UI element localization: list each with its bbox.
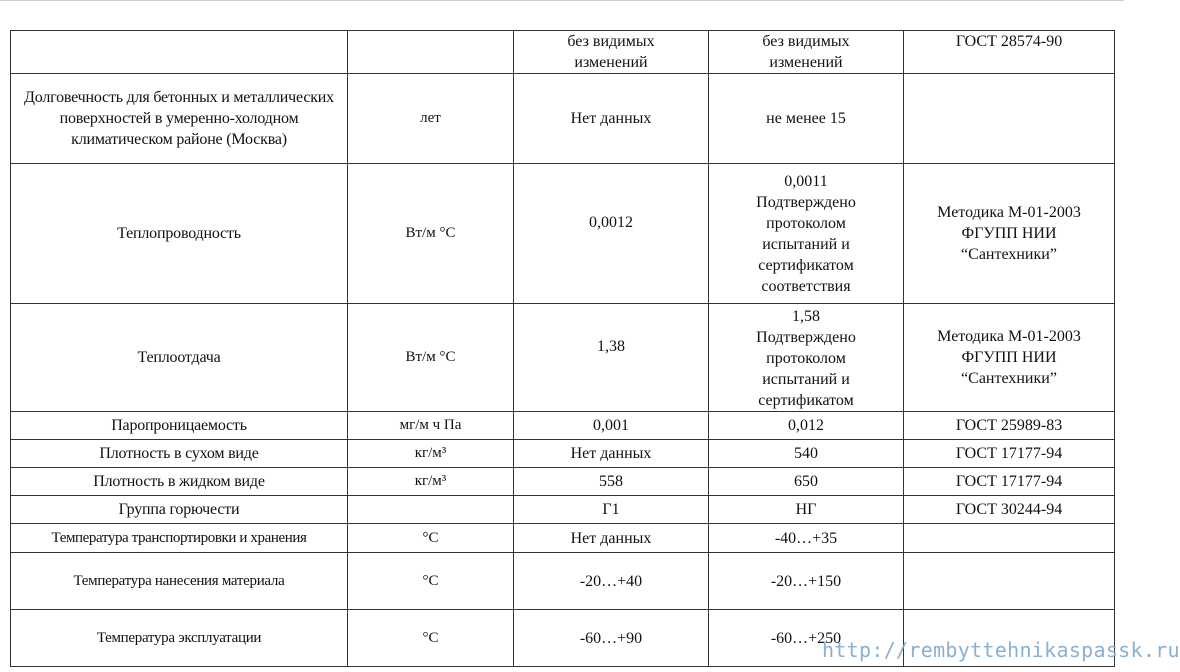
- unit-cell: мг/м ч Па: [348, 412, 514, 440]
- unit-cell: [348, 31, 514, 74]
- table-row: [11, 304, 1115, 412]
- value-cell-1: Г1: [514, 496, 709, 524]
- method-cell: Методика М-01-2003 ФГУПП НИИ “Сантехники”: [904, 164, 1115, 304]
- value-cell-2: 0,012: [709, 412, 904, 440]
- value-cell-2: -20…+150: [709, 553, 904, 610]
- value-cell-2: -40…+35: [709, 524, 904, 553]
- param-cell: Температура нанесения материала: [11, 553, 348, 610]
- method-cell: ГОСТ 30244-94: [904, 496, 1115, 524]
- value-cell-1: 0,001: [514, 412, 709, 440]
- param-cell: Температура транспортировки и хранения: [11, 524, 348, 553]
- value-cell-1: без видимых изменений: [514, 31, 709, 74]
- value-cell-1: 0,0012: [514, 164, 709, 304]
- value-cell-1: -60…+90: [514, 610, 709, 667]
- value-cell-2: НГ: [709, 496, 904, 524]
- value-cell-1: 1,38: [514, 304, 709, 412]
- value-cell-2: 0,0011 Подтверждено протоколом испытаний и сертификатом соответствия: [709, 164, 904, 304]
- param-cell: Плотность в сухом виде: [11, 440, 348, 468]
- table-row: [11, 74, 1115, 164]
- unit-cell: °С: [348, 524, 514, 553]
- table-row: [11, 440, 1115, 468]
- value-cell-2: не менее 15: [709, 74, 904, 164]
- value-cell-1: Нет данных: [514, 440, 709, 468]
- method-cell: ГОСТ 17177-94: [904, 440, 1115, 468]
- method-cell: [904, 553, 1115, 610]
- table-row: [11, 31, 1115, 74]
- value-cell-1: -20…+40: [514, 553, 709, 610]
- value-cell-2: без видимых изменений: [709, 31, 904, 74]
- method-cell: [904, 524, 1115, 553]
- page-top-border: [0, 0, 1124, 1]
- unit-cell: Вт/м °С: [348, 164, 514, 304]
- unit-cell: °С: [348, 610, 514, 667]
- value-cell-1: Нет данных: [514, 524, 709, 553]
- method-cell: ГОСТ 25989-83: [904, 412, 1115, 440]
- unit-cell: °С: [348, 553, 514, 610]
- table-row: [11, 468, 1115, 496]
- table-row: [11, 412, 1115, 440]
- table-row: [11, 164, 1115, 304]
- table-row: [11, 496, 1115, 524]
- value-cell-2: 1,58 Подтверждено протоколом испытаний и сертификатом: [709, 304, 904, 412]
- method-cell: ГОСТ 28574-90: [904, 31, 1115, 74]
- param-cell: Группа горючести: [11, 496, 348, 524]
- param-cell: Теплоотдача: [11, 304, 348, 412]
- method-cell: [904, 74, 1115, 164]
- param-cell: Паропроницаемость: [11, 412, 348, 440]
- param-cell: Теплопроводность: [11, 164, 348, 304]
- method-cell: ГОСТ 17177-94: [904, 468, 1115, 496]
- table-row: [11, 553, 1115, 610]
- unit-cell: кг/м³: [348, 468, 514, 496]
- method-cell: Методика М-01-2003 ФГУПП НИИ “Сантехники”: [904, 304, 1115, 412]
- site-watermark: http://rembyttehnikaspassk.ru: [822, 638, 1180, 662]
- unit-cell: кг/м³: [348, 440, 514, 468]
- value-cell-1: Нет данных: [514, 74, 709, 164]
- param-cell: Плотность в жидком виде: [11, 468, 348, 496]
- unit-cell: Вт/м °С: [348, 304, 514, 412]
- unit-cell: лет: [348, 74, 514, 164]
- param-cell: Температура эксплуатации: [11, 610, 348, 667]
- unit-cell: [348, 496, 514, 524]
- properties-table: [10, 30, 1115, 667]
- value-cell-2: 540: [709, 440, 904, 468]
- value-cell-2: 650: [709, 468, 904, 496]
- value-cell-2: -60…+250: [709, 610, 904, 667]
- param-cell: Долговечность для бетонных и металлических поверхностей в умеренно-холодном климатическом районе (Москва): [11, 74, 348, 164]
- param-cell: [11, 31, 348, 74]
- table-row: [11, 524, 1115, 553]
- value-cell-1: 558: [514, 468, 709, 496]
